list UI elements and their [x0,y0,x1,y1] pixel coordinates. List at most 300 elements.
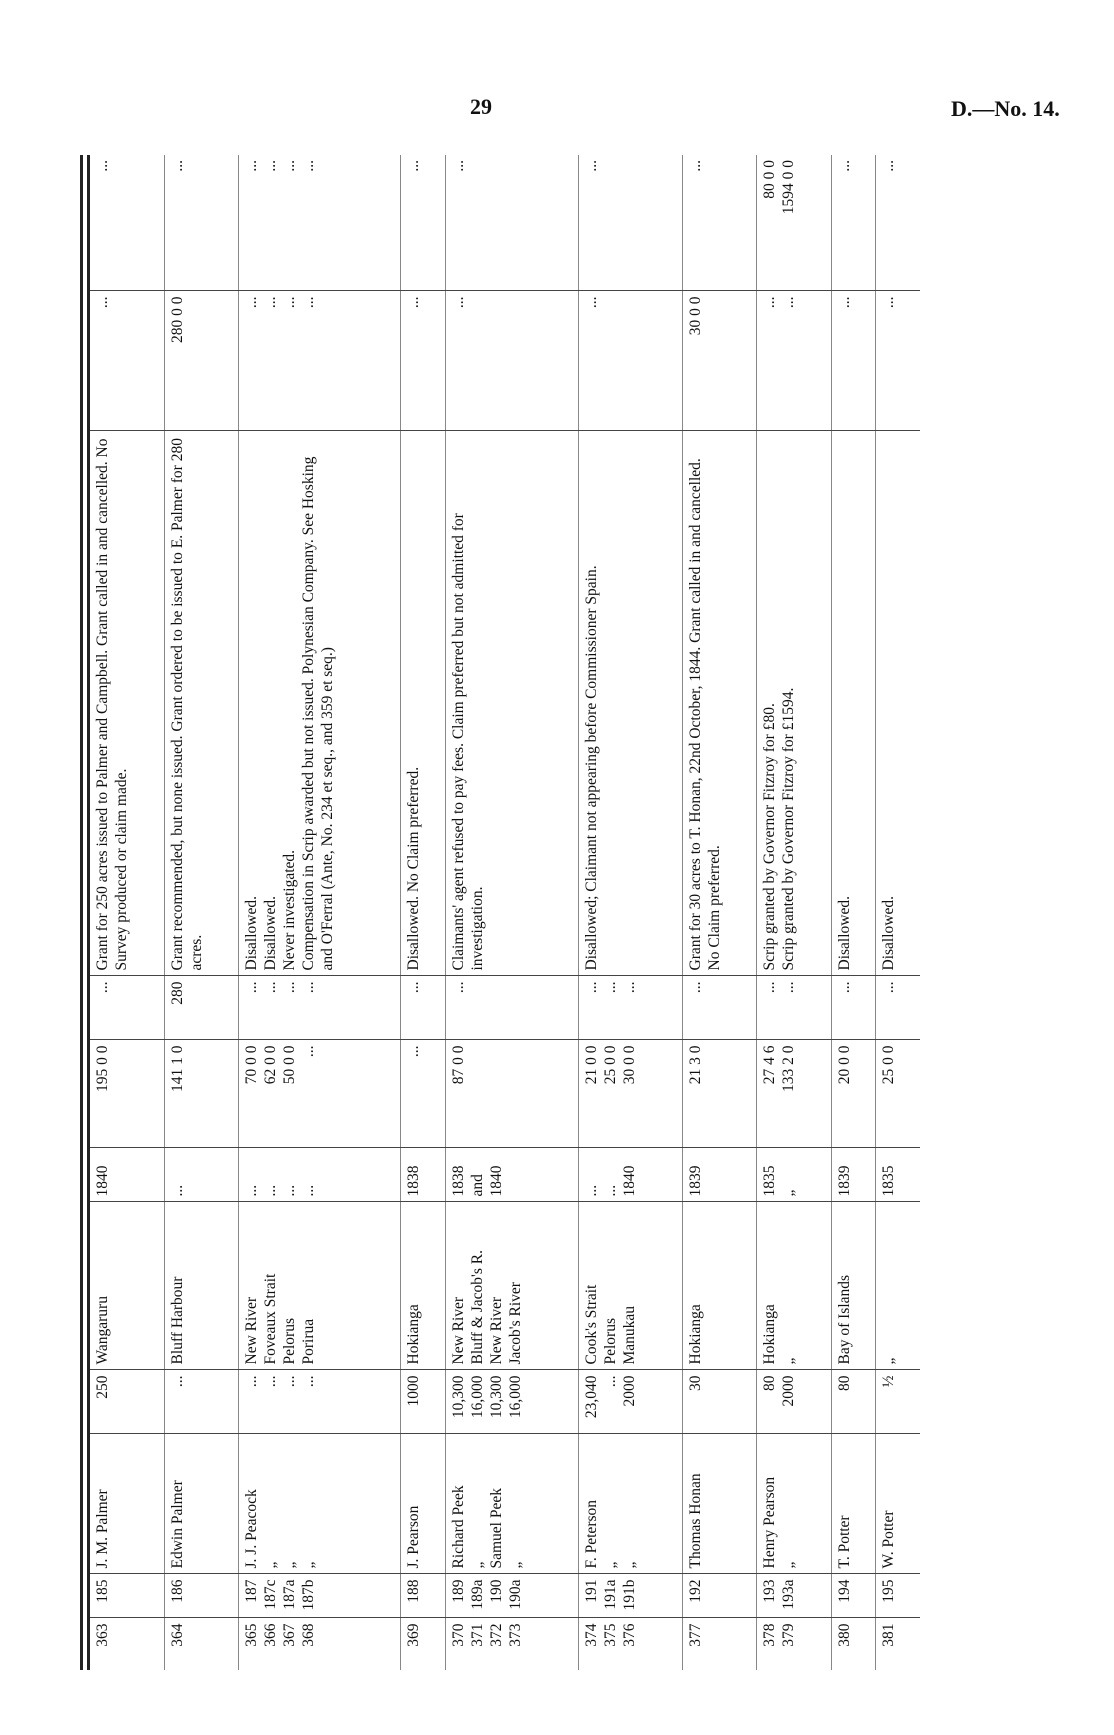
grant-value: ... [94,296,111,309]
amount-paid-cell [683,1040,757,1148]
grant-value: ... [262,296,280,309]
acres-cell [757,976,831,1040]
entry-number: 364 [168,1623,186,1647]
area-claimed: 80 [761,1375,779,1391]
acres-cell [831,976,876,1040]
page-number: 29 [470,94,492,119]
amount-paid: 50 0 0 [281,1045,299,1085]
remarks-cell [831,431,876,976]
claimant-name: „ [262,1561,280,1569]
acres-cell [446,976,579,1040]
area-claimed: 2000 [780,1375,798,1407]
acres: ... [780,981,798,994]
place-name-cell [239,1202,401,1370]
entry-number: 372 [488,1623,506,1647]
claimant-name: „ [469,1561,487,1569]
amount-paid: 195 0 0 [94,1045,111,1092]
year-cell [831,1148,876,1202]
entry-number-cell [876,1618,920,1670]
table-row [89,155,165,1670]
remarks-cell [239,431,401,976]
claimant-name: „ [300,1561,318,1569]
place-name: Hokianga [405,1304,423,1365]
acres: ... [687,981,704,994]
entry-number: 367 [281,1623,299,1647]
remarks-text: Scrip granted by Governor Fitzroy for £1594. [780,687,798,971]
grant-value-cell [164,291,238,431]
amount-paid: 70 0 0 [243,1045,261,1085]
remarks-text: Disallowed. [835,896,853,971]
grant-value-cell [831,291,876,431]
scrip-value: ... [835,160,853,172]
year: 1835 [761,1165,779,1197]
year: ... [300,1184,318,1197]
table-row [239,155,401,1670]
place-name: Hokianga [761,1304,779,1365]
remarks-text: Disallowed. No Claim preferred. [405,766,423,971]
claim-number: 187c [262,1579,280,1610]
year: 1840 [94,1165,111,1197]
grant-value: ... [281,296,299,309]
table-row [446,155,579,1670]
place-name: Hokianga [687,1304,704,1365]
grant-value-cell [401,291,446,431]
place-name: Bluff & Jacob's R. [469,1250,487,1365]
scrip-value: ... [168,160,186,172]
scrip-value: ... [687,160,704,172]
claim-number-cell [683,1574,757,1618]
remarks-cell [89,431,165,976]
entry-number: 379 [780,1623,798,1647]
scrip-value-cell [579,155,683,291]
grant-value: ... [835,296,853,309]
place-name: Pelorus [281,1318,299,1365]
entry-number: 363 [94,1623,111,1647]
amount-paid: ... [405,1045,423,1058]
amount-paid: 20 0 0 [835,1045,853,1085]
table-row [164,155,238,1670]
acres: ... [243,981,261,994]
acres: ... [94,981,111,994]
entry-number: 376 [621,1623,639,1647]
grant-value: ... [761,296,779,309]
year: ... [583,1184,601,1197]
year-cell [89,1148,165,1202]
scrip-value: ... [450,160,468,172]
scrip-value: ... [243,160,261,172]
entry-number-cell [831,1618,876,1670]
acres-cell [683,976,757,1040]
claim-number-cell [579,1574,683,1618]
claimant-name: „ [507,1561,525,1569]
amount-paid: ... [300,1045,318,1058]
acres: 280 [168,981,186,1005]
scrip-value: ... [405,160,423,172]
area-claimed: ½ [880,1375,898,1388]
entry-number-cell [164,1618,238,1670]
claimant-name: Richard Peek [450,1485,468,1569]
area-claimed-cell [757,1370,831,1434]
scrip-value-cell [239,155,401,291]
remarks-cell [164,431,238,976]
claim-number-cell [757,1574,831,1618]
entry-number: 381 [880,1623,898,1647]
grant-value-cell [579,291,683,431]
amount-paid-cell [164,1040,238,1148]
land-claims-table [80,155,920,1670]
entry-number: 366 [262,1623,280,1647]
place-name-cell [579,1202,683,1370]
claim-number-cell [831,1574,876,1618]
scrip-value: ... [300,160,318,172]
acres: ... [761,981,779,994]
acres: ... [300,981,318,994]
year: and [469,1174,487,1197]
grant-value: ... [405,296,423,309]
entry-number: 375 [602,1623,620,1647]
claimant-name: F. Peterson [583,1499,601,1569]
table-row [579,155,683,1670]
claimant-name-cell [757,1434,831,1574]
area-claimed: 1000 [405,1375,423,1407]
claimant-name-cell [831,1434,876,1574]
entry-number: 365 [243,1623,261,1647]
claimant-name: Henry Pearson [761,1476,779,1569]
table-body [89,155,921,1670]
area-claimed: 16,000 [469,1375,487,1419]
scrip-value: ... [880,160,898,172]
place-name: „ [780,1357,798,1365]
claim-number: 190a [507,1579,525,1610]
place-name: New River [450,1296,468,1365]
place-name-cell [831,1202,876,1370]
acres: ... [281,981,299,994]
claimant-name: Samuel Peek [488,1488,506,1569]
grant-value: ... [583,296,601,309]
amount-paid-cell [757,1040,831,1148]
grant-value-cell [683,291,757,431]
entry-number: 374 [583,1623,601,1647]
entry-number: 380 [835,1623,853,1647]
area-claimed-cell [401,1370,446,1434]
scrip-value: ... [583,160,601,172]
year: ... [281,1184,299,1197]
claimant-name: „ [780,1561,798,1569]
claim-number: 188 [405,1579,423,1603]
area-claimed-cell [876,1370,920,1434]
claim-number: 187b [300,1579,318,1611]
area-claimed: 2000 [621,1375,639,1407]
area-claimed-cell [446,1370,579,1434]
remarks-text: Claimants' agent refused to pay fees. Claim preferred but not admitted for investigation. [450,513,487,971]
amount-paid: 21 3 0 [687,1045,704,1085]
claim-number: 187 [243,1579,261,1603]
claimant-name: Thomas Honan [687,1473,704,1569]
area-claimed: 10,300 [450,1375,468,1419]
acres-cell [876,976,920,1040]
acres-cell [239,976,401,1040]
claim-number: 185 [94,1579,111,1603]
claimant-name: Edwin Palmer [168,1480,186,1569]
area-claimed: 250 [94,1375,111,1399]
claimant-name: „ [621,1561,639,1569]
entry-number: 373 [507,1623,525,1647]
year: 1839 [687,1165,704,1197]
table-row [683,155,757,1670]
claim-number-cell [446,1574,579,1618]
remarks-text: Scrip granted by Governor Fitzroy for £80. [761,703,779,971]
amount-paid: 141 1 0 [168,1045,186,1092]
scrip-value: 1594 0 0 [780,160,798,215]
claim-number-cell [164,1574,238,1618]
area-claimed-cell [579,1370,683,1434]
amount-paid: 27 4 6 [761,1045,779,1085]
amount-paid: 87 0 0 [450,1045,468,1085]
remarks-text: Disallowed. [243,896,261,971]
claimant-name: J. J. Peacock [243,1489,261,1569]
claim-number-cell [239,1574,401,1618]
claimant-name-cell [683,1434,757,1574]
entry-number: 369 [405,1623,423,1647]
claimant-name-cell [239,1434,401,1574]
area-claimed-cell [683,1370,757,1434]
place-name: „ [880,1357,898,1365]
amount-paid: 25 0 0 [602,1045,620,1085]
place-name-cell [757,1202,831,1370]
place-name: New River [488,1296,506,1365]
entry-number-cell [401,1618,446,1670]
amount-paid-cell [876,1040,920,1148]
scrip-value-cell [876,155,920,291]
remarks-text: Never investigated. [281,849,299,971]
claimant-name: W. Potter [880,1510,898,1569]
remarks-cell [401,431,446,976]
area-claimed: 80 [835,1375,853,1391]
place-name-cell [683,1202,757,1370]
place-name: Pelorus [602,1318,620,1365]
area-claimed-cell [239,1370,401,1434]
place-name: Bluff Harbour [168,1276,186,1365]
year-cell [239,1148,401,1202]
document-id: D.—No. 14. [951,96,1060,121]
amount-paid-cell [239,1040,401,1148]
grant-value: ... [880,296,898,309]
claim-number: 191b [621,1579,639,1611]
area-claimed: 16,000 [507,1375,525,1419]
grant-value: ... [450,296,468,309]
entry-number: 368 [300,1623,318,1647]
remarks-cell [683,431,757,976]
grant-value-cell [446,291,579,431]
entry-number-cell [579,1618,683,1670]
acres: ... [450,981,468,994]
claim-number: 193 [761,1579,779,1603]
area-claimed: ... [281,1375,299,1388]
claimant-name-cell [401,1434,446,1574]
claimant-name: T. Potter [835,1515,853,1569]
amount-paid-cell [401,1040,446,1148]
place-name: Wangaruru [94,1296,111,1365]
claimant-name-cell [164,1434,238,1574]
scrip-value-cell [831,155,876,291]
area-claimed: ... [300,1375,318,1388]
entry-number-cell [89,1618,165,1670]
claimant-name: „ [602,1561,620,1569]
grant-value: ... [780,296,798,309]
year-cell [401,1148,446,1202]
grant-value: 30 0 0 [687,296,704,336]
area-claimed: ... [262,1375,280,1388]
remarks-text: Grant for 30 acres to T. Honan, 22nd October, 1844. Grant called in and cancelled. No Claim preferred. [687,458,723,971]
entry-number-cell [757,1618,831,1670]
acres: ... [835,981,853,994]
claim-number: 194 [835,1579,853,1603]
amount-paid: 25 0 0 [880,1045,898,1085]
area-claimed-cell [164,1370,238,1434]
entry-number: 378 [761,1623,779,1647]
grant-value-cell [239,291,401,431]
claimant-name-cell [89,1434,165,1574]
place-name: New River [243,1296,261,1365]
remarks-cell [446,431,579,976]
amount-paid: 21 0 0 [583,1045,601,1085]
area-claimed: ... [602,1375,620,1388]
place-name: Jacob's River [507,1282,525,1365]
scrip-value-cell [683,155,757,291]
year: „ [780,1189,798,1197]
year-cell [876,1148,920,1202]
scrip-value-cell [164,155,238,291]
year: 1840 [621,1165,639,1197]
remarks-text: Disallowed. [880,896,898,971]
acres-cell [164,976,238,1040]
year: 1840 [488,1165,506,1197]
grant-value-cell [89,291,165,431]
table-row [876,155,920,1670]
place-name: Bay of Islands [835,1274,853,1365]
table-top-rule [82,155,89,1670]
claim-number-cell [876,1574,920,1618]
claimant-name: „ [281,1561,299,1569]
acres-cell [579,976,683,1040]
claim-number: 192 [687,1579,704,1603]
amount-paid-cell [579,1040,683,1148]
remarks-text: Disallowed; Claimant not appearing before Commissioner Spain. [583,565,601,971]
place-name: Foveaux Strait [262,1273,280,1365]
claimant-name: J. Pearson [405,1505,423,1569]
amount-paid: 133 2 0 [780,1045,798,1092]
year: ... [168,1184,186,1197]
area-claimed: 30 [687,1375,704,1391]
claim-number: 189a [469,1579,487,1610]
scrip-value: ... [281,160,299,172]
remarks-text: Disallowed. [262,896,280,971]
year: ... [602,1184,620,1197]
claim-number: 195 [880,1579,898,1603]
year: 1839 [835,1165,853,1197]
claim-number-cell [89,1574,165,1618]
acres: ... [880,981,898,994]
remarks-text: Grant for 250 acres issued to Palmer and Campbell. Grant called in and cancelled. No Survey produced or claim made. [94,438,130,971]
amount-paid: 62 0 0 [262,1045,280,1085]
remarks-cell [579,431,683,976]
claim-number: 190 [488,1579,506,1603]
area-claimed: 10,300 [488,1375,506,1419]
claimant-name: J. M. Palmer [94,1489,111,1569]
year: 1838 [405,1165,423,1197]
scrip-value: ... [94,160,111,172]
scrip-value: 80 0 0 [761,160,779,199]
place-name: Manukau [621,1305,639,1365]
scrip-value-cell [757,155,831,291]
place-name-cell [164,1202,238,1370]
remarks-text: Compensation in Scrip awarded but not issued. Polynesian Company. See Hosking and O'Ferral (Ante, No. 234 et seq., and 359 et seq.) [300,456,337,971]
place-name-cell [401,1202,446,1370]
year-cell [579,1148,683,1202]
scrip-value: ... [262,160,280,172]
table-row [831,155,876,1670]
grant-value: ... [243,296,261,309]
year: ... [262,1184,280,1197]
place-name-cell [89,1202,165,1370]
claimant-name-cell [579,1434,683,1574]
claim-number: 193a [780,1579,798,1610]
claimant-name-cell [446,1434,579,1574]
acres: ... [262,981,280,994]
year-cell [757,1148,831,1202]
year-cell [446,1148,579,1202]
acres: ... [405,981,423,994]
area-claimed: ... [168,1375,186,1388]
acres: ... [583,981,601,994]
remarks-cell [876,431,920,976]
amount-paid-cell [446,1040,579,1148]
claim-number: 189 [450,1579,468,1603]
grant-value-cell [757,291,831,431]
claim-number-cell [401,1574,446,1618]
entry-number: 377 [687,1623,704,1647]
grant-value: 280 0 0 [168,296,186,343]
entry-number-cell [239,1618,401,1670]
remarks-cell [757,431,831,976]
grant-value: ... [300,296,318,309]
claim-number: 187a [281,1579,299,1610]
place-name-cell [876,1202,920,1370]
year: 1838 [450,1165,468,1197]
year-cell [683,1148,757,1202]
acres-cell [89,976,165,1040]
table-row [757,155,831,1670]
entry-number: 370 [450,1623,468,1647]
acres-cell [401,976,446,1040]
scrip-value-cell [89,155,165,291]
area-claimed-cell [831,1370,876,1434]
amount-paid-cell [831,1040,876,1148]
claim-number: 186 [168,1579,186,1603]
acres: ... [621,981,639,994]
scrip-value-cell [446,155,579,291]
grant-value-cell [876,291,920,431]
table-row [401,155,446,1670]
area-claimed: 23,040 [583,1375,601,1419]
entry-number-cell [446,1618,579,1670]
acres: ... [602,981,620,994]
year: ... [243,1184,261,1197]
year: 1835 [880,1165,898,1197]
place-name-cell [446,1202,579,1370]
claim-number: 191a [602,1579,620,1610]
amount-paid: 30 0 0 [621,1045,639,1085]
